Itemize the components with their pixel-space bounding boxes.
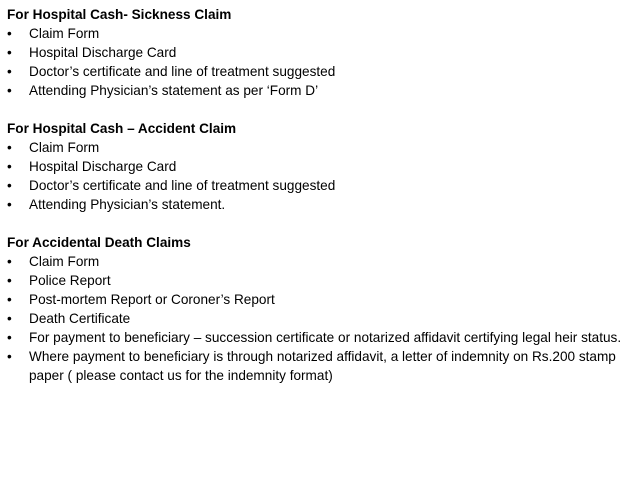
list-item (7, 328, 633, 347)
bullet: • (7, 292, 12, 307)
document-list (7, 24, 633, 100)
bullet: • (7, 140, 12, 155)
list-item-text: Claim Form (29, 140, 100, 155)
claim-documents-text (7, 5, 633, 404)
list-item-text: Attending Physician’s statement. (29, 197, 226, 212)
list-item (7, 157, 633, 176)
section-hospital-cash-sickness (7, 5, 633, 100)
list-item (7, 81, 633, 100)
document-list (7, 252, 633, 385)
list-item (7, 62, 633, 81)
list-item-text: Police Report (29, 273, 111, 288)
bullet: • (7, 83, 12, 98)
list-item (7, 252, 633, 271)
section-title: For Accidental Death Claims (7, 235, 191, 250)
section-accidental-death (7, 233, 633, 385)
bullet: • (7, 26, 12, 41)
list-item-text: Hospital Discharge Card (29, 159, 177, 174)
list-item (7, 290, 633, 309)
list-item-text: Post-mortem Report or Coroner’s Report (29, 292, 275, 307)
list-item (7, 195, 633, 214)
bullet: • (7, 64, 12, 79)
list-item (7, 24, 633, 43)
bullet: • (7, 254, 12, 269)
list-item-text: Doctor’s certificate and line of treatment suggested (29, 178, 336, 193)
bullet: • (7, 178, 12, 193)
list-item-text: Death Certificate (29, 311, 131, 326)
section-title: For Hospital Cash- Sickness Claim (7, 7, 232, 22)
section-title: For Hospital Cash – Accident Claim (7, 121, 237, 136)
list-item-text: Where payment to beneficiary is through notarized affidavit, a letter of indemnity on Rs.200 stamp paper ( please contact us for the indemnity format) (29, 349, 616, 383)
list-item-text: Claim Form (29, 254, 100, 269)
bullet: • (7, 45, 12, 60)
list-item-text: Doctor’s certificate and line of treatment suggested (29, 64, 336, 79)
bullet: • (7, 159, 12, 174)
list-item (7, 271, 633, 290)
bullet: • (7, 330, 12, 345)
section-hospital-cash-accident (7, 119, 633, 214)
bullet: • (7, 311, 12, 326)
list-item (7, 347, 633, 385)
list-item-text: Hospital Discharge Card (29, 45, 177, 60)
list-item (7, 43, 633, 62)
bullet: • (7, 349, 12, 364)
list-item-text: Attending Physician’s statement as per ‘Form D’ (29, 83, 319, 98)
bullet: • (7, 197, 12, 212)
list-item (7, 138, 633, 157)
document-list (7, 138, 633, 214)
list-item (7, 176, 633, 195)
list-item-text: For payment to beneficiary – succession certificate or notarized affidavit certifying legal heir status. (29, 330, 622, 345)
bullet: • (7, 273, 12, 288)
list-item-text: Claim Form (29, 26, 100, 41)
list-item (7, 309, 633, 328)
